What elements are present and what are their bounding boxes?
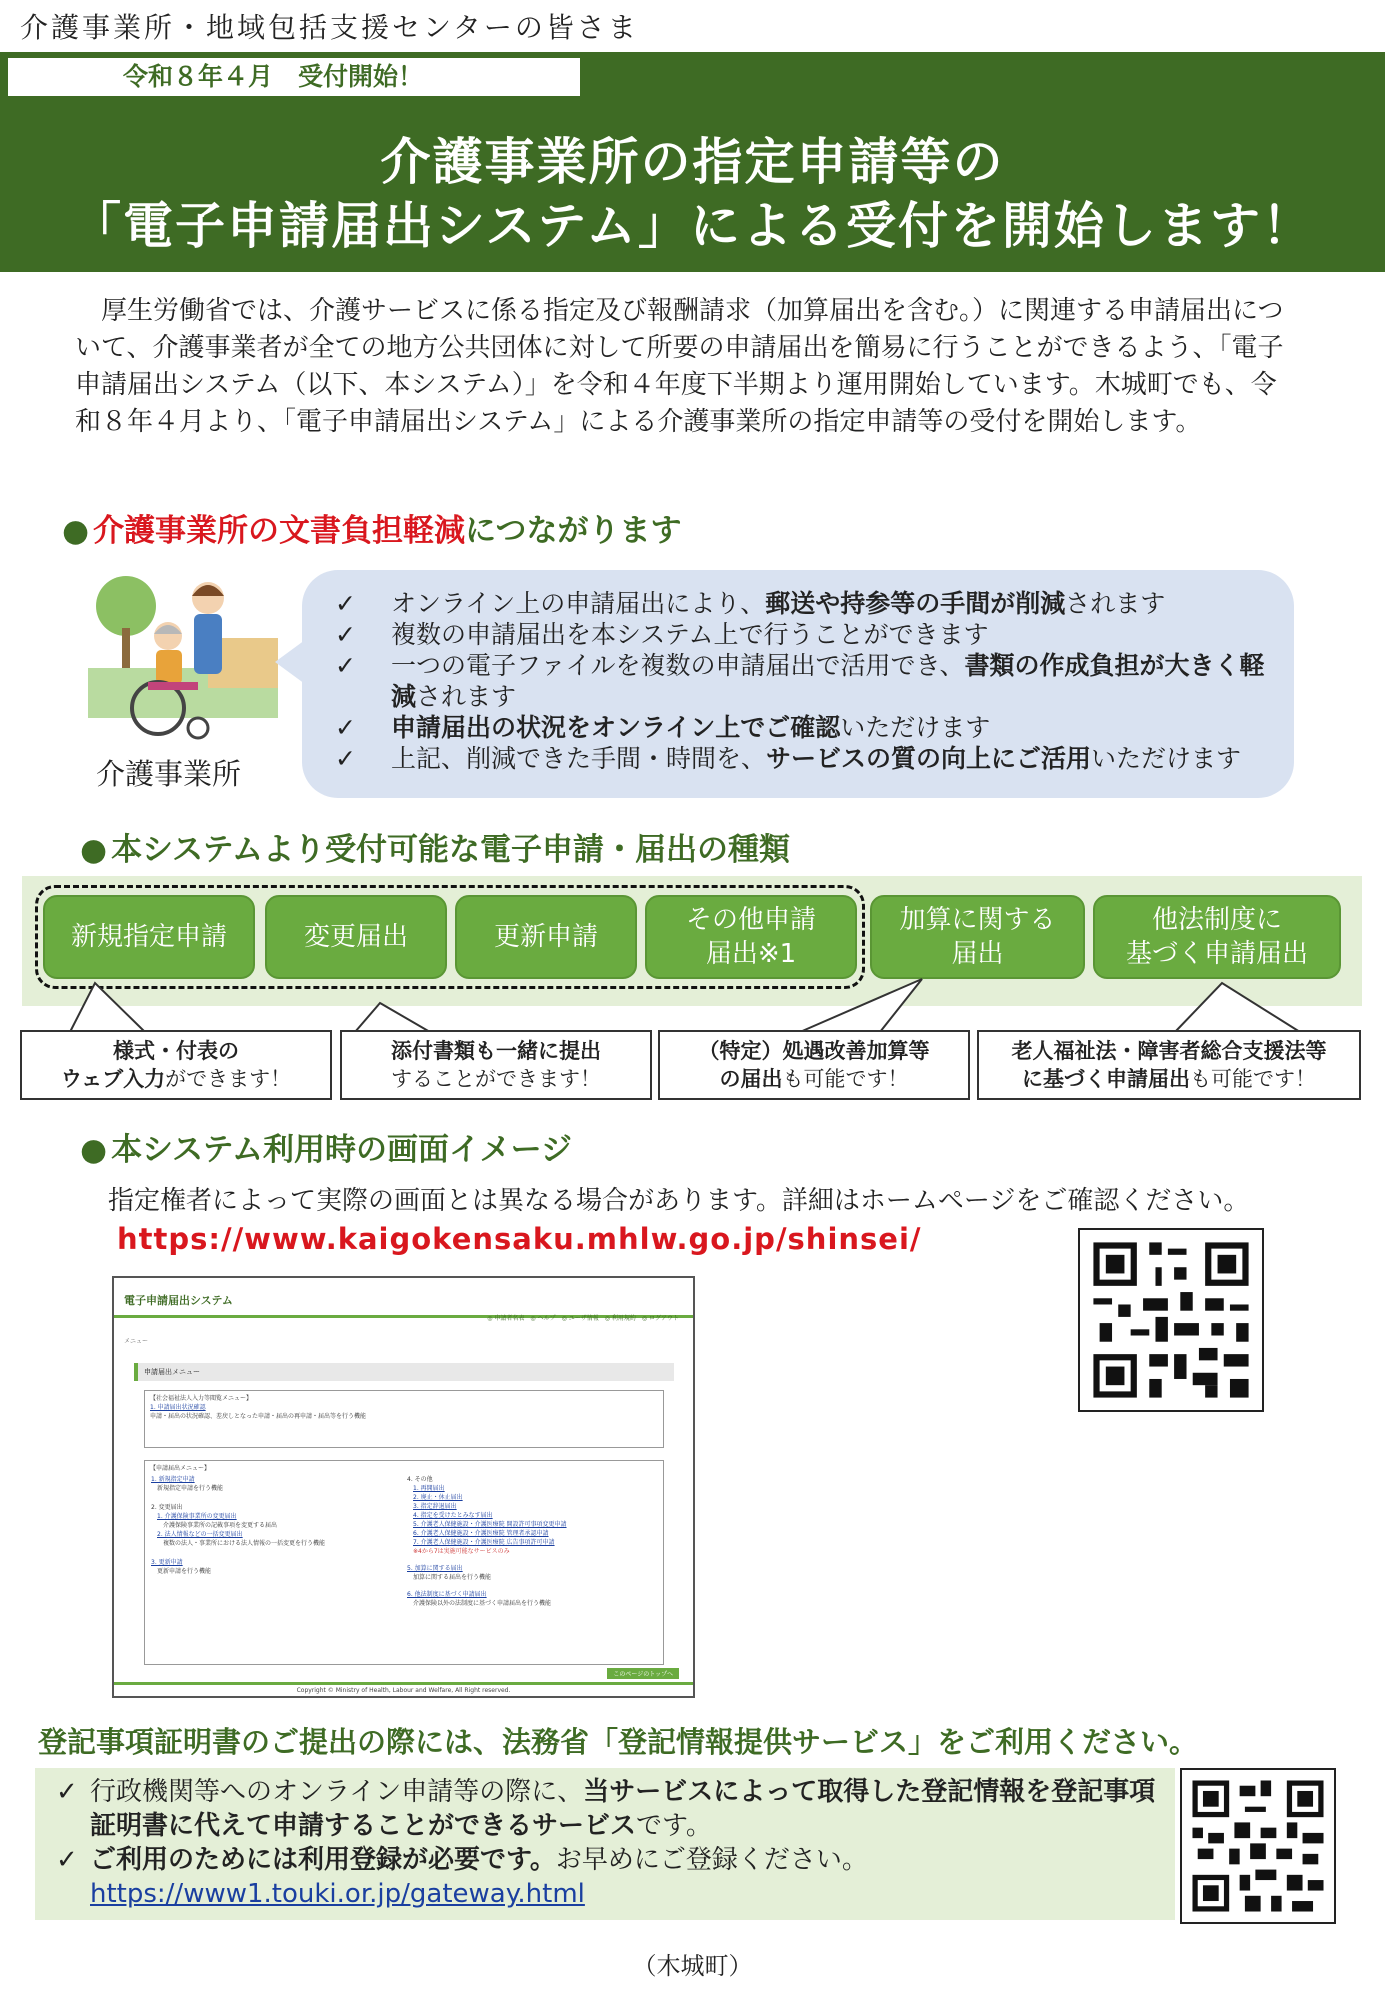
benefit-item: ✓ 上記、削減できた手間・時間を、サービスの質の向上にご活用いただけます [335, 744, 1242, 773]
screenshot-app-title: 電子申請届出システム [124, 1294, 233, 1307]
caregiver-wheelchair-illustration [88, 568, 278, 748]
screenshot-left-list: 1. 新規指定申請 新規指定申請を行う機能 2. 変更届出 1. 介護保険事業所の変更届出 介護保険事業所の記載事項を変更する届出 2. 法人情報などの一括変更届出 複数の法人・事業所における法人情報の一括変更を行う機能 3. 更新申請 更新申請を行う機能 [151, 1476, 326, 1575]
section3-heading [80, 1124, 572, 1169]
qr-code-shinsei [1078, 1228, 1264, 1412]
system-screenshot [112, 1276, 695, 1698]
check-icon: ✓ [335, 651, 356, 680]
check-icon: ✓ [335, 713, 356, 742]
start-date-label: 令和８年４月 受付開始！ [8, 58, 580, 96]
callout-attachments: 添付書類も一緒に提出 することができます！ [340, 1030, 652, 1100]
footer-municipality: （木城町） [632, 1952, 753, 1980]
screenshot-menu-label: メニュー [124, 1338, 149, 1345]
section-bullet: ● [62, 513, 90, 549]
screen-difference-note: 指定権者によって実際の画面とは異なる場合があります。詳細はホームページをご確認ください。 [108, 1186, 1250, 1216]
callout-pointers [0, 975, 1385, 1035]
check-icon: ✓ [335, 589, 356, 618]
benefit-item: ✓ 複数の申請届出を本システム上で行うことができます [335, 620, 989, 649]
callout-treatment-addition: （特定）処遇改善加算等 の届出も可能です！ [658, 1030, 970, 1100]
benefits-list [335, 588, 1285, 774]
screenshot-box1: 【社会福祉法人入力等閲覧メニュー】 1. 申請届出状況確認 申請・届出の状況確認、差戻しとなった申請・届出の再申請・届出等を行う機能 [144, 1390, 664, 1448]
section1-title-rest: につながります [465, 513, 682, 549]
intro-paragraph: 厚生労働省では、介護サービスに係る指定及び報酬請求（加算届出を含む。）に関連する申請届出について、介護事業者が全ての地方公共団体に対して所要の申請届出を簡易に行うことができるよう、「電子申請届出システム（以下、本システム）」を令和４年度下半期より運用開始しています。木城町でも、令和８年４月より、「電子申請届出システム」による介護事業所の指定申請等の受付を開始します。 [75, 296, 1284, 437]
touki-item: ✓ ご利用のためには利用登録が必要です。お早めにご登録ください。 https://www1.touki.or.jp/gateway.html [56, 1845, 868, 1909]
illustration-label: 介護事業所 [96, 757, 242, 791]
section2-title: 本システムより受付可能な電子申請・届出の種類 [111, 832, 790, 868]
callout-web-input: 様式・付表の ウェブ入力ができます！ [20, 1030, 332, 1100]
screenshot-menu-bar: 申請届出メニュー [134, 1363, 674, 1381]
screenshot-page-top-button: このページのトップへ [607, 1668, 679, 1679]
main-title-line2: 「電子申請届出システム」による受付を開始します！ [71, 197, 1314, 255]
type-change-notification: 変更届出 [265, 895, 447, 979]
section3-title: 本システム利用時の画面イメージ [111, 1132, 573, 1168]
qr-code-touki [1180, 1768, 1336, 1924]
callout-other-law: 老人福祉法・障害者総合支援法等 に基づく申請届出も可能です！ [977, 1030, 1361, 1100]
main-title-line1: 介護事業所の指定申請等の [380, 133, 1005, 191]
section-bullet: ● [80, 832, 108, 868]
type-addition: 加算に関する 届出 [870, 895, 1085, 979]
touki-url-link[interactable]: https://www1.touki.or.jp/gateway.html [90, 1879, 585, 1909]
bubble-tail [275, 640, 305, 684]
type-new-designation: 新規指定申請 [43, 895, 255, 979]
section-bullet: ● [80, 1132, 108, 1168]
benefit-item: ✓ 申請届出の状況をオンライン上でご確認いただけます [335, 713, 991, 742]
benefit-item: ✓ 一つの電子ファイルを複数の申請届出で活用でき、書類の作成負担が大きく軽減されます [335, 651, 1265, 711]
check-icon: ✓ [56, 1777, 78, 1807]
check-icon: ✓ [335, 620, 356, 649]
screenshot-nav: ◎ 申請者名表 ◎ ヘルプ ◎ ユーザ情報 ◎ 利用規約 ◎ ログアウト [487, 1315, 679, 1322]
screenshot-right-list: 4. その他 1. 再開届出 2. 廃止・休止届出 3. 指定辞退届出 4. 指定を受けたとみなす届出 5. 介護老人保健施設・介護医療院 開設許可事項変更申請 6. 介護老人保健施設・介護医療院 管理者承認申請 7. 介護老人保健施設・介護医療院 広告事項許可申請 ※4から7は実施可能なサービスのみ 5. 加算に関する届出 加算に関する届出を行う機能 6. 他法制度に基づく申請届出 介護保険以外の法制度に基づく申請届出を行う機能 [407, 1476, 567, 1607]
screenshot-footer: Copyright © Ministry of Health, Labour and Welfare, All Right reserved. [114, 1682, 693, 1696]
benefit-item: ✓ オンライン上の申請届出により、郵送や持参等の手間が削減されます [335, 589, 1166, 618]
touki-heading: 登記事項証明書のご提出の際には、法務省「登記情報提供サービス」をご利用ください。 [38, 1725, 1199, 1759]
type-other-law: 他法制度に 基づく申請届出 [1093, 895, 1341, 979]
section1-title-red: 介護事業所の文書負担軽減 [93, 513, 466, 549]
type-renewal: 更新申請 [455, 895, 637, 979]
touki-item: ✓ 行政機関等へのオンライン申請等の際に、当サービスによって取得した登記情報を登記事項証明書に代えて申請することができるサービスです。 [56, 1777, 1156, 1841]
section1-heading [62, 505, 681, 550]
screenshot-box2: 【申請届出メニュー】 1. 新規指定申請 新規指定申請を行う機能 2. 変更届出 1. 介護保険事業所の変更届出 介護保険事業所の記載事項を変更する届出 2. 法人情報などの一括変更届出 複数の法人・事業所における法人情報の一括変更を行う機能 3. 更新申請 更新申請を行う機能 4. その他 1. 再開届出 2. 廃止・休止届出 3. 指定辞退届出 4. 指定を受けたとみなす届出 5. 介護老人保健施設・介護医療院 開設許可事項変更申請 6. 介護老人保健施設・介護医療院 管理者承認申請 7. 介護老人保健施設・介護医療院 広告事項許可申請 ※4から7は実施可能なサービスのみ 5. 加算に関する届出 加算に関する届出を行う機能 6. 他法制度に基づく申請届出 介護保険以外の法制度に基づく申請届出を行う機能 [144, 1460, 664, 1665]
addressee-line: 介護事業所・地域包括支援センターの皆さま [20, 11, 639, 44]
section2-heading [80, 824, 790, 869]
screenshot-header [114, 1278, 693, 1322]
check-icon: ✓ [335, 744, 356, 773]
type-other: その他申請 届出※1 [645, 895, 857, 979]
touki-list [56, 1775, 1156, 1911]
check-icon: ✓ [56, 1845, 78, 1875]
shinsei-url-link[interactable]: https://www.kaigokensaku.mhlw.go.jp/shinsei/ [117, 1222, 922, 1256]
